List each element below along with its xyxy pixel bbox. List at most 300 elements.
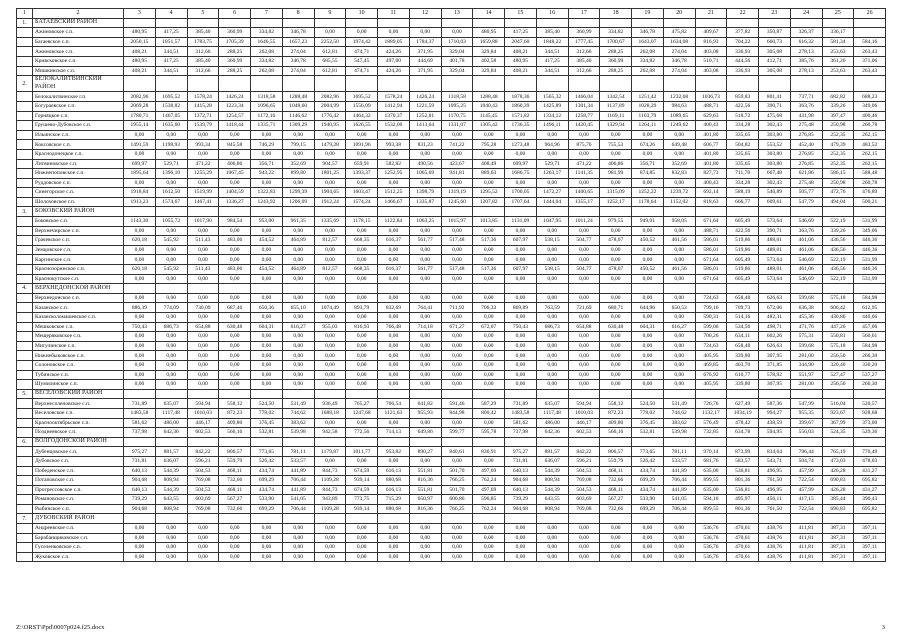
- value-cell: 531,99: [854, 274, 886, 284]
- table-row: [17, 456, 886, 466]
- table-row: [17, 226, 886, 236]
- value-cell: 0,00: [378, 456, 410, 466]
- value-cell: 452,40: [790, 140, 822, 150]
- value-cell: 704,22: [727, 37, 759, 47]
- empty-cell: [473, 437, 505, 447]
- value-cell: 844,73: [314, 466, 346, 476]
- value-cell: 737,98: [124, 428, 156, 438]
- table-row: [17, 236, 886, 246]
- value-cell: 0,00: [187, 533, 219, 543]
- value-cell: 0,00: [187, 380, 219, 390]
- value-cell: 961,35: [282, 217, 314, 227]
- value-cell: 737,71: [790, 92, 822, 102]
- value-cell: 0,00: [124, 524, 156, 534]
- value-cell: 869,89: [505, 303, 537, 313]
- empty-cell: [409, 207, 441, 217]
- value-cell: 812,57: [314, 236, 346, 246]
- value-cell: 859,83: [727, 92, 759, 102]
- value-cell: 1036,73: [695, 92, 727, 102]
- empty-cell: [441, 514, 473, 524]
- empty-cell: [409, 514, 441, 524]
- value-cell: 0,00: [124, 255, 156, 265]
- settlement-name: Нижнепоповское с.п.: [33, 169, 124, 179]
- value-cell: 446,36: [854, 265, 886, 275]
- value-cell: 1117,48: [155, 408, 187, 418]
- value-cell: 478,07: [600, 265, 632, 275]
- district-name: БАТАЕВСКИЙ РАЙОН: [33, 18, 124, 28]
- value-cell: 667,48: [759, 169, 791, 179]
- value-cell: 0,00: [536, 245, 568, 255]
- value-cell: 688,23: [854, 92, 886, 102]
- value-cell: 0,00: [378, 524, 410, 534]
- value-cell: 0,00: [314, 149, 346, 159]
- empty-cell: [346, 76, 378, 92]
- settlement-name: Романовское с.п.: [33, 495, 124, 505]
- value-cell: 262,15: [854, 130, 886, 140]
- value-cell: 590,31: [695, 313, 727, 323]
- value-cell: 550,81: [822, 332, 854, 342]
- table-row: [17, 524, 886, 534]
- value-cell: 769,08: [187, 476, 219, 486]
- value-cell: 0,00: [600, 533, 632, 543]
- value-cell: 464,89: [282, 236, 314, 246]
- value-cell: 438,76: [759, 533, 791, 543]
- value-cell: 262,15: [854, 159, 886, 169]
- value-cell: 1695,52: [155, 92, 187, 102]
- value-cell: 880,68: [378, 504, 410, 514]
- empty-cell: [155, 514, 187, 524]
- value-cell: 699,97: [124, 159, 156, 169]
- value-cell: 539,98: [663, 428, 695, 438]
- value-cell: 352,69: [663, 159, 695, 169]
- value-cell: 546,69: [790, 274, 822, 284]
- table-row: [17, 428, 886, 438]
- value-cell: 0,00: [251, 245, 283, 255]
- value-cell: 417,25: [536, 56, 568, 66]
- empty-cell: [695, 18, 727, 28]
- value-cell: 0,00: [568, 313, 600, 323]
- value-cell: 845,58: [219, 140, 251, 150]
- table-row: [17, 111, 886, 121]
- value-cell: 0,00: [124, 130, 156, 140]
- value-cell: 0,00: [314, 178, 346, 188]
- value-cell: 371,95: [409, 47, 441, 57]
- value-cell: 939,14: [346, 504, 378, 514]
- value-cell: 329,84: [473, 66, 505, 76]
- value-cell: 0,00: [251, 149, 283, 159]
- value-cell: 522,19: [822, 217, 854, 227]
- empty-cell: [822, 284, 854, 294]
- value-cell: 731,89: [505, 399, 537, 409]
- value-cell: 0,00: [663, 341, 695, 351]
- table-row: [17, 217, 886, 227]
- value-cell: 312,66: [568, 47, 600, 57]
- value-cell: 1232,68: [663, 92, 695, 102]
- value-cell: 795,28: [473, 140, 505, 150]
- settlement-name: Белокалитвинское г.п.: [33, 92, 124, 102]
- value-cell: 0,00: [282, 245, 314, 255]
- empty-cell: [663, 76, 695, 92]
- empty-cell: [124, 514, 156, 524]
- value-cell: 599,77: [441, 428, 473, 438]
- value-cell: 0,00: [568, 255, 600, 265]
- value-cell: 1415,28: [187, 101, 219, 111]
- value-cell: 953,82: [378, 447, 410, 457]
- value-cell: 781,11: [282, 447, 314, 457]
- value-cell: 400,43: [695, 121, 727, 131]
- empty-cell: [473, 76, 505, 92]
- value-cell: 0,00: [409, 533, 441, 543]
- value-cell: 430,86: [822, 313, 854, 323]
- value-cell: 636,07: [155, 456, 187, 466]
- value-cell: 250,98: [822, 121, 854, 131]
- value-cell: 0,00: [600, 226, 632, 236]
- value-cell: 1467,41: [187, 197, 219, 207]
- row-number-cell: [17, 485, 33, 495]
- value-cell: 1483,58: [505, 408, 537, 418]
- value-cell: 1028,29: [632, 101, 664, 111]
- value-cell: 547,99: [790, 399, 822, 409]
- empty-cell: [536, 389, 568, 399]
- table-row: [17, 447, 886, 457]
- value-cell: 0,00: [409, 28, 441, 38]
- value-cell: 0,00: [473, 552, 505, 562]
- value-cell: 0,00: [251, 293, 283, 303]
- value-cell: 0,00: [663, 313, 695, 323]
- settlement-name: Веселовское с.п.: [33, 408, 124, 418]
- empty-cell: [505, 437, 537, 447]
- value-cell: 371,06: [854, 56, 886, 66]
- value-cell: 616,27: [663, 322, 695, 332]
- value-cell: 1396,10: [155, 169, 187, 179]
- empty-cell: [346, 514, 378, 524]
- empty-cell: [822, 18, 854, 28]
- value-cell: 0,00: [568, 533, 600, 543]
- value-cell: 0,00: [505, 370, 537, 380]
- value-cell: 409,67: [695, 28, 727, 38]
- settlement-name: Андреевское с.п.: [33, 524, 124, 534]
- value-cell: 518,72: [727, 111, 759, 121]
- value-cell: 1221,59: [409, 101, 441, 111]
- value-cell: 544,39: [155, 485, 187, 495]
- value-cell: 0,00: [155, 178, 187, 188]
- value-cell: 607,97: [505, 236, 537, 246]
- district-number: 6.: [17, 437, 33, 447]
- row-number-cell: [17, 543, 33, 553]
- row-number-cell: [17, 130, 33, 140]
- value-cell: 706,44: [663, 504, 695, 514]
- row-number-cell: [17, 178, 33, 188]
- value-cell: 0,00: [473, 360, 505, 370]
- value-cell: 488,01: [759, 236, 791, 246]
- value-cell: 431,98: [790, 111, 822, 121]
- value-cell: 385,40: [536, 28, 568, 38]
- value-cell: 578,92: [759, 370, 791, 380]
- value-cell: 2069,28: [124, 101, 156, 111]
- value-cell: 831,23: [409, 140, 441, 150]
- row-number-cell: [17, 47, 33, 57]
- value-cell: 0,00: [632, 552, 664, 562]
- row-number-cell: [17, 456, 33, 466]
- value-cell: 0,00: [219, 341, 251, 351]
- value-cell: 750,43: [505, 322, 537, 332]
- value-cell: 278,13: [790, 47, 822, 57]
- value-cell: 0,00: [505, 274, 537, 284]
- value-cell: 695,82: [854, 504, 886, 514]
- value-cell: 397,11: [854, 552, 886, 562]
- value-cell: 0,00: [124, 332, 156, 342]
- value-cell: 923,67: [822, 408, 854, 418]
- value-cell: 1466,67: [378, 197, 410, 207]
- value-cell: 0,00: [251, 552, 283, 562]
- value-cell: 305,08: [759, 66, 791, 76]
- value-cell: 604,31: [251, 322, 283, 332]
- value-cell: 0,00: [600, 360, 632, 370]
- value-cell: 0,00: [314, 543, 346, 553]
- value-cell: 397,47: [822, 111, 854, 121]
- value-cell: 0,00: [568, 380, 600, 390]
- value-cell: 685,55: [314, 56, 346, 66]
- value-cell: 616,32: [790, 37, 822, 47]
- value-cell: 504,82: [727, 140, 759, 150]
- value-cell: 2082,96: [314, 92, 346, 102]
- value-cell: 1206,09: [282, 197, 314, 207]
- empty-cell: [600, 437, 632, 447]
- empty-cell: [695, 389, 727, 399]
- settlement-name: Гуселенковское с.п.: [33, 543, 124, 553]
- value-cell: 620,18: [124, 265, 156, 275]
- value-cell: 0,00: [409, 360, 441, 370]
- column-number: 18: [600, 9, 632, 19]
- table-row: [17, 485, 886, 495]
- empty-cell: [632, 437, 664, 447]
- value-cell: 560,61: [854, 332, 886, 342]
- value-cell: 699,29: [632, 476, 664, 486]
- empty-cell: [663, 514, 695, 524]
- value-cell: 0,00: [505, 543, 537, 553]
- value-cell: 606,77: [695, 140, 727, 150]
- value-cell: 440,66: [854, 313, 886, 323]
- value-cell: 274,04: [663, 47, 695, 57]
- value-cell: 1137,89: [600, 101, 632, 111]
- value-cell: 0,00: [187, 360, 219, 370]
- value-cell: 1034,19: [727, 408, 759, 418]
- value-cell: 376,45: [251, 418, 283, 428]
- value-cell: 385,40: [568, 56, 600, 66]
- value-cell: 0,00: [441, 28, 473, 38]
- value-cell: 672,07: [473, 322, 505, 332]
- value-cell: 256,50: [822, 380, 854, 390]
- value-cell: 605,49: [727, 255, 759, 265]
- value-cell: 385,76: [790, 56, 822, 66]
- value-cell: 541,05: [663, 495, 695, 505]
- value-cell: 0,00: [187, 543, 219, 553]
- value-cell: 1109,28: [314, 504, 346, 514]
- empty-cell: [727, 514, 759, 524]
- value-cell: 0,00: [409, 130, 441, 140]
- value-cell: 438,59: [759, 418, 791, 428]
- value-cell: 0,00: [536, 274, 568, 284]
- empty-cell: [473, 284, 505, 294]
- value-cell: 0,00: [314, 226, 346, 236]
- value-cell: 984,63: [663, 101, 695, 111]
- value-cell: 0,00: [473, 274, 505, 284]
- empty-cell: [568, 284, 600, 294]
- value-cell: 424,26: [378, 47, 410, 57]
- value-cell: 0,00: [378, 418, 410, 428]
- value-cell: 724,63: [695, 293, 727, 303]
- empty-cell: [854, 437, 886, 447]
- value-cell: 649,86: [409, 428, 441, 438]
- value-cell: 461,56: [663, 265, 695, 275]
- value-cell: 609,61: [759, 197, 791, 207]
- value-cell: 1889,05: [378, 37, 410, 47]
- empty-cell: [187, 207, 219, 217]
- value-cell: 0,00: [124, 313, 156, 323]
- settlement-name: Краснозоринское с.п.: [33, 265, 124, 275]
- value-cell: 0,00: [187, 245, 219, 255]
- value-cell: 575,18: [822, 293, 854, 303]
- value-cell: 1955,14: [124, 121, 156, 131]
- value-cell: 0,00: [155, 226, 187, 236]
- value-cell: 0,00: [536, 255, 568, 265]
- row-number-cell: [17, 428, 33, 438]
- value-cell: 0,00: [409, 456, 441, 466]
- value-cell: 816,93: [346, 322, 378, 332]
- value-cell: 360,99: [219, 28, 251, 38]
- value-cell: 1223,34: [219, 101, 251, 111]
- row-number-cell: [17, 169, 33, 179]
- value-cell: 329,04: [441, 66, 473, 76]
- value-cell: 0,00: [473, 332, 505, 342]
- value-cell: 1565,32: [536, 92, 568, 102]
- value-cell: 500,21: [854, 197, 886, 207]
- value-cell: 0,00: [314, 552, 346, 562]
- value-cell: 583,57: [727, 456, 759, 466]
- value-cell: 517,36: [473, 265, 505, 275]
- value-cell: 0,00: [441, 332, 473, 342]
- value-cell: 0,00: [219, 370, 251, 380]
- empty-cell: [505, 207, 537, 217]
- value-cell: 0,00: [155, 552, 187, 562]
- empty-cell: [790, 284, 822, 294]
- value-cell: 0,00: [473, 418, 505, 428]
- value-cell: 0,00: [155, 313, 187, 323]
- value-cell: 0,00: [346, 149, 378, 159]
- value-cell: 904,57: [314, 159, 346, 169]
- value-cell: 586,01: [695, 265, 727, 275]
- value-cell: 0,00: [568, 130, 600, 140]
- value-cell: 981,99: [600, 169, 632, 179]
- value-cell: 488,71: [695, 226, 727, 236]
- value-cell: 1198,93: [155, 140, 187, 150]
- empty-cell: [314, 284, 346, 294]
- table-row: [17, 322, 886, 332]
- value-cell: 263,43: [854, 66, 886, 76]
- empty-cell: [695, 514, 727, 524]
- value-cell: 1426,24: [219, 92, 251, 102]
- row-number-cell: [17, 37, 33, 47]
- value-cell: 979,55: [600, 217, 632, 227]
- value-cell: 654,88: [187, 322, 219, 332]
- district-name: ДУБОВСКИЙ РАЙОН: [33, 514, 124, 524]
- value-cell: 441,89: [282, 466, 314, 476]
- value-cell: 0,00: [314, 130, 346, 140]
- value-cell: 799,16: [695, 303, 727, 313]
- value-cell: 544,39: [536, 485, 568, 495]
- district-row: [17, 76, 886, 92]
- value-cell: 1686,75: [505, 169, 537, 179]
- value-cell: 586,15: [822, 169, 854, 179]
- value-cell: 387,31: [822, 543, 854, 553]
- district-row: [17, 389, 886, 399]
- value-cell: 612,95: [854, 303, 886, 313]
- value-cell: 336,93: [727, 66, 759, 76]
- value-cell: 339,26: [822, 226, 854, 236]
- column-number: 7: [251, 9, 283, 19]
- value-cell: 769,08: [568, 476, 600, 486]
- empty-cell: [854, 18, 886, 28]
- value-cell: 250,98: [822, 178, 854, 188]
- value-cell: 536,76: [695, 552, 727, 562]
- value-cell: 517,48: [441, 265, 473, 275]
- value-cell: 441,89: [282, 485, 314, 495]
- value-cell: 605,49: [727, 217, 759, 227]
- value-cell: 0,00: [346, 341, 378, 351]
- value-cell: 529,71: [536, 159, 568, 169]
- empty-cell: [536, 284, 568, 294]
- empty-cell: [378, 207, 410, 217]
- value-cell: 0,00: [632, 226, 664, 236]
- value-cell: 949,01: [632, 217, 664, 227]
- value-cell: 1404,59: [219, 188, 251, 198]
- value-cell: 561,77: [409, 236, 441, 246]
- value-cell: 0,00: [282, 543, 314, 553]
- value-cell: 939,14: [346, 476, 378, 486]
- column-number: 12: [409, 9, 441, 19]
- value-cell: 1635,60: [155, 121, 187, 131]
- value-cell: 450,52: [632, 236, 664, 246]
- value-cell: 778,02: [251, 408, 283, 418]
- value-cell: 303,80: [759, 159, 791, 169]
- table-row: [17, 159, 886, 169]
- value-cell: 531,99: [854, 217, 886, 227]
- value-cell: 0,00: [632, 130, 664, 140]
- value-cell: 377,82: [727, 28, 759, 38]
- column-number: 23: [759, 9, 791, 19]
- value-cell: 373,00: [854, 418, 886, 428]
- value-cell: 497,00: [378, 56, 410, 66]
- value-cell: 526,42: [632, 456, 664, 466]
- value-cell: 408,21: [505, 66, 537, 76]
- table-row: [17, 303, 886, 313]
- value-cell: 0,00: [536, 130, 568, 140]
- value-cell: 699,97: [505, 159, 537, 169]
- value-cell: 346,78: [282, 28, 314, 38]
- value-cell: 1860,39: [505, 101, 537, 111]
- value-cell: 836,91: [473, 447, 505, 457]
- value-cell: 0,00: [155, 380, 187, 390]
- value-cell: 692,14: [695, 188, 727, 198]
- empty-cell: [505, 18, 537, 28]
- value-cell: 0,00: [314, 313, 346, 323]
- value-cell: 431,27: [854, 466, 886, 476]
- value-cell: 668,35: [346, 236, 378, 246]
- value-cell: 551,81: [409, 466, 441, 476]
- value-cell: 706,54: [378, 399, 410, 409]
- value-cell: 0,00: [378, 245, 410, 255]
- value-cell: 0,00: [505, 293, 537, 303]
